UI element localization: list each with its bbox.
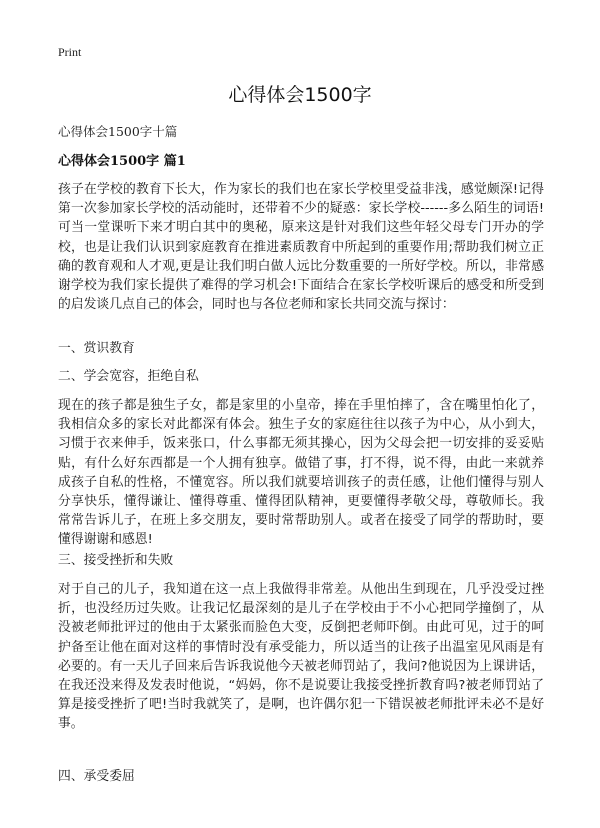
paragraph-setbacks: 对于自己的儿子，我知道在这一点上我做得非常差。从他出生到现在，几乎没受过挫折，也没经历过失败。让我记忆最深刻的是儿子在学校由于不小心把同学撞倒了，从没被老师批评过的他由于太紧张而脸色大变，反倒把老师吓倒。由此可见，过于的呵护备至让他在面对这样的事情时没有承受能力，所以适当的让孩子出温室见风雨是有必要的。有一天儿子回来后告诉我说他今天被老师罚站了，我问?他说因为上课讲话，在我还没来得及发表时他说，“妈妈，你不是说要让我接受挫折教育吗?被老师罚站了算是接受挫折了吧!当时我就笑了，是啊，也许偶尔犯一下错误被老师批评未必不是好事。 xyxy=(58,582,544,732)
section-title: 心得体会1500字 篇1 xyxy=(58,154,186,169)
print-link[interactable]: Print xyxy=(58,45,82,59)
page-title: 心得体会1500字 xyxy=(228,84,372,106)
heading-grievance: 四、承受委屈 xyxy=(58,769,135,784)
heading-appreciation: 一、赏识教育 xyxy=(58,341,135,356)
heading-setbacks: 三、接受挫折和失败 xyxy=(58,553,174,568)
paragraph-tolerance: 现在的孩子都是独生子女，都是家里的小皇帝，捧在手里怕摔了，含在嘴里怕化了，我相信众多的家长对此都深有体会。独生子女的家庭往往以孩子为中心，从小到大，习惯于衣来伸手，饭来张口，什么事都无须其操心，因为父母会把一切安排的妥妥贴贴，有什么好东西都是一个人拥有独享。做错了事，打不得，说不得，由此一来就养成孩子自私的性格，不懂宽容。所以我们就要培训孩子的责任感，让他们懂得与别人分享快乐，懂得谦让、懂得尊重、懂得团队精神，更要懂得孝敬父母，尊敬师长。我常常告诉儿子，在班上多交朋友，要时常帮助别人。或者在接受了同学的帮助时，要懂得谢谢和感恩! xyxy=(58,398,544,548)
paragraph-intro: 孩子在学校的教育下长大，作为家长的我们也在家长学校里受益非浅，感觉颇深!记得第一次参加家长学校的活动能时，还带着不少的疑惑：家长学校------多么陌生的词语!可当一堂课听下来才明白其中的奥秘，原来这是针对我们这些年轻父母专门开办的学校，也是让我们认识到家庭教育在推进素质教育中所起到的重要作用;帮助我们树立正确的教育观和人才观,更是让我们明白做人远比分数重要的一所好学校。所以，非常感谢学校为我们家长提供了难得的学习机会!下面结合在家长学校听课后的感受和所受到的启发谈几点自己的体会，同时也与各位老师和家长共同交流与探讨： xyxy=(58,182,544,313)
document-subtitle: 心得体会1500字十篇 xyxy=(58,124,178,139)
heading-tolerance: 二、学会宽容，拒绝自私 xyxy=(58,369,199,384)
